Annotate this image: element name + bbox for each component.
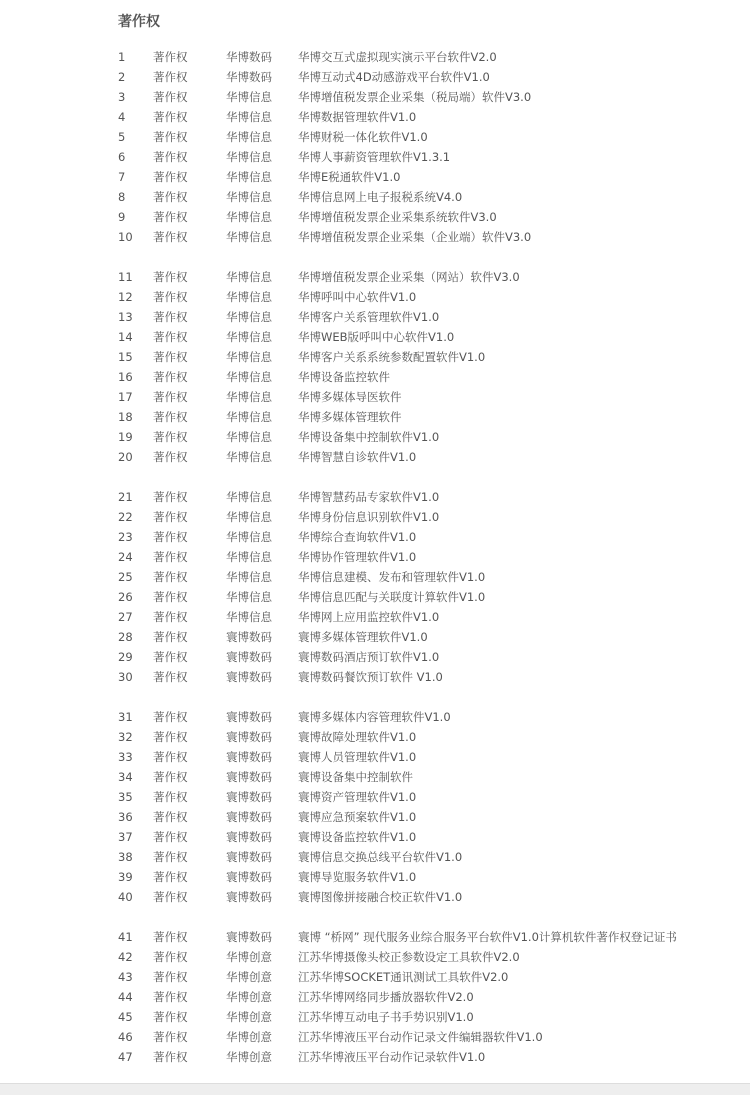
item-name: 寰博多媒体内容管理软件V1.0 (298, 710, 451, 724)
item-name: 寰博图像拼接融合校正软件V1.0 (298, 890, 463, 904)
item-number: 18 (118, 410, 133, 424)
item-type: 著作权 (153, 110, 188, 124)
item-owner: 华博信息 (226, 330, 272, 344)
list-item (0, 987, 750, 1007)
item-number: 11 (118, 270, 133, 284)
list-item (0, 607, 750, 627)
item-type: 著作权 (153, 270, 188, 284)
item-name: 华博信息匹配与关联度计算软件V1.0 (298, 590, 486, 604)
item-owner: 寰博数码 (226, 810, 272, 824)
list-group (0, 267, 750, 467)
item-name: 寰博人员管理软件V1.0 (298, 750, 417, 764)
item-name: 华博增值税发票企业采集（网站）软件V3.0 (298, 270, 520, 284)
item-number: 3 (118, 90, 126, 104)
item-name: 华博交互式虚拟现实演示平台软件V2.0 (298, 50, 497, 64)
item-name: 华博客户关系管理软件V1.0 (298, 310, 440, 324)
item-owner: 华博信息 (226, 150, 272, 164)
item-type: 著作权 (153, 850, 188, 864)
item-name: 华博协作管理软件V1.0 (298, 550, 417, 564)
item-owner: 华博信息 (226, 210, 272, 224)
item-type: 著作权 (153, 370, 188, 384)
item-number: 5 (118, 130, 126, 144)
item-name: 华博财税一体化软件V1.0 (298, 130, 428, 144)
list-item (0, 927, 750, 947)
item-number: 41 (118, 930, 133, 944)
list-item (0, 187, 750, 207)
item-owner: 华博创意 (226, 1030, 272, 1044)
item-number: 9 (118, 210, 126, 224)
item-owner: 寰博数码 (226, 930, 272, 944)
list-item (0, 667, 750, 687)
item-owner: 华博信息 (226, 450, 272, 464)
item-name: 寰博导览服务软件V1.0 (298, 870, 417, 884)
item-name: 华博增值税发票企业采集（企业端）软件V3.0 (298, 230, 532, 244)
item-owner: 寰博数码 (226, 710, 272, 724)
item-name: 寰博资产管理软件V1.0 (298, 790, 417, 804)
list-item (0, 547, 750, 567)
item-number: 7 (118, 170, 126, 184)
list-item (0, 887, 750, 907)
item-owner: 寰博数码 (226, 630, 272, 644)
item-owner: 华博创意 (226, 950, 272, 964)
item-type: 著作权 (153, 630, 188, 644)
item-owner: 华博数码 (226, 70, 272, 84)
item-number: 35 (118, 790, 133, 804)
item-name: 江苏华博液压平台动作记录文件编辑器软件V1.0 (298, 1030, 543, 1044)
item-type: 著作权 (153, 530, 188, 544)
item-owner: 华博创意 (226, 1050, 272, 1064)
list-item (0, 527, 750, 547)
item-number: 47 (118, 1050, 133, 1064)
item-name: 江苏华博SOCKET通讯测试工具软件V2.0 (298, 970, 509, 984)
list-item (0, 1047, 750, 1067)
list-item (0, 1007, 750, 1027)
list-item (0, 47, 750, 67)
item-number: 8 (118, 190, 126, 204)
item-number: 13 (118, 310, 133, 324)
item-number: 14 (118, 330, 133, 344)
item-type: 著作权 (153, 890, 188, 904)
item-type: 著作权 (153, 590, 188, 604)
list-item (0, 327, 750, 347)
item-type: 著作权 (153, 190, 188, 204)
item-type: 著作权 (153, 730, 188, 744)
item-type: 著作权 (153, 50, 188, 64)
item-type: 著作权 (153, 450, 188, 464)
item-type: 著作权 (153, 750, 188, 764)
page-title: 著作权 (118, 14, 160, 30)
list-item (0, 867, 750, 887)
item-name: 华博呼叫中心软件V1.0 (298, 290, 417, 304)
list-item (0, 427, 750, 447)
item-type: 著作权 (153, 410, 188, 424)
item-type: 著作权 (153, 970, 188, 984)
item-owner: 华博信息 (226, 410, 272, 424)
item-name: 华博设备集中控制软件V1.0 (298, 430, 440, 444)
item-type: 著作权 (153, 310, 188, 324)
item-number: 29 (118, 650, 133, 664)
item-name: 寰博故障处理软件V1.0 (298, 730, 417, 744)
item-type: 著作权 (153, 1010, 188, 1024)
item-type: 著作权 (153, 210, 188, 224)
item-owner: 华博信息 (226, 230, 272, 244)
item-owner: 华博信息 (226, 370, 272, 384)
item-name: 寰博应急预案软件V1.0 (298, 810, 417, 824)
item-number: 38 (118, 850, 133, 864)
item-number: 46 (118, 1030, 133, 1044)
item-owner: 华博信息 (226, 310, 272, 324)
item-number: 30 (118, 670, 133, 684)
list-item (0, 207, 750, 227)
item-number: 36 (118, 810, 133, 824)
item-name: 华博多媒体管理软件 (298, 410, 402, 424)
item-owner: 华博信息 (226, 170, 272, 184)
item-type: 著作权 (153, 350, 188, 364)
item-owner: 华博信息 (226, 390, 272, 404)
item-name: 华博智慧药品专家软件V1.0 (298, 490, 440, 504)
item-owner: 华博信息 (226, 270, 272, 284)
item-number: 12 (118, 290, 133, 304)
item-owner: 华博信息 (226, 570, 272, 584)
list-item (0, 347, 750, 367)
item-owner: 寰博数码 (226, 830, 272, 844)
item-name: 华博人事薪资管理软件V1.3.1 (298, 150, 451, 164)
item-number: 10 (118, 230, 133, 244)
item-number: 25 (118, 570, 133, 584)
item-name: 江苏华博互动电子书手势识别V1.0 (298, 1010, 474, 1024)
item-number: 15 (118, 350, 133, 364)
list-item (0, 727, 750, 747)
item-type: 著作权 (153, 790, 188, 804)
item-owner: 华博信息 (226, 130, 272, 144)
item-type: 著作权 (153, 830, 188, 844)
item-name: 华博身份信息识别软件V1.0 (298, 510, 440, 524)
list-item (0, 807, 750, 827)
list-item (0, 227, 750, 247)
item-number: 42 (118, 950, 133, 964)
item-number: 28 (118, 630, 133, 644)
list-item (0, 447, 750, 467)
item-type: 著作权 (153, 990, 188, 1004)
item-number: 1 (118, 50, 126, 64)
item-owner: 华博创意 (226, 970, 272, 984)
item-name: 华博WEB版呼叫中心软件V1.0 (298, 330, 455, 344)
item-name: 寰博设备集中控制软件 (298, 770, 413, 784)
item-owner: 华博信息 (226, 510, 272, 524)
list-group (0, 707, 750, 907)
list-item (0, 847, 750, 867)
item-number: 17 (118, 390, 133, 404)
list-item (0, 167, 750, 187)
item-type: 著作权 (153, 670, 188, 684)
item-owner: 华博信息 (226, 610, 272, 624)
item-owner: 华博信息 (226, 190, 272, 204)
list-item (0, 747, 750, 767)
list-item (0, 947, 750, 967)
item-type: 著作权 (153, 150, 188, 164)
item-number: 4 (118, 110, 126, 124)
item-type: 著作权 (153, 770, 188, 784)
item-type: 著作权 (153, 570, 188, 584)
item-type: 著作权 (153, 510, 188, 524)
item-type: 著作权 (153, 90, 188, 104)
item-number: 26 (118, 590, 133, 604)
item-owner: 寰博数码 (226, 770, 272, 784)
item-type: 著作权 (153, 230, 188, 244)
item-owner: 华博信息 (226, 430, 272, 444)
item-name: 华博智慧自诊软件V1.0 (298, 450, 417, 464)
list-group (0, 47, 750, 247)
item-owner: 华博信息 (226, 350, 272, 364)
item-owner: 寰博数码 (226, 890, 272, 904)
list-item (0, 147, 750, 167)
item-name: 华博E税通软件V1.0 (298, 170, 401, 184)
item-owner: 华博信息 (226, 590, 272, 604)
item-type: 著作权 (153, 1030, 188, 1044)
item-number: 20 (118, 450, 133, 464)
item-owner: 华博信息 (226, 90, 272, 104)
item-type: 著作权 (153, 170, 188, 184)
item-type: 著作权 (153, 710, 188, 724)
item-owner: 华博信息 (226, 490, 272, 504)
list-group (0, 927, 750, 1067)
item-number: 33 (118, 750, 133, 764)
item-type: 著作权 (153, 810, 188, 824)
list-item (0, 587, 750, 607)
list-item (0, 507, 750, 527)
item-number: 31 (118, 710, 133, 724)
item-type: 著作权 (153, 130, 188, 144)
list-item (0, 827, 750, 847)
item-name: 华博增值税发票企业采集（税局端）软件V3.0 (298, 90, 532, 104)
item-number: 45 (118, 1010, 133, 1024)
item-owner: 寰博数码 (226, 650, 272, 664)
item-number: 19 (118, 430, 133, 444)
item-type: 著作权 (153, 430, 188, 444)
item-name: 华博数据管理软件V1.0 (298, 110, 417, 124)
list-item (0, 367, 750, 387)
list-item (0, 87, 750, 107)
list-item (0, 307, 750, 327)
item-name: 华博信息网上电子报税系统V4.0 (298, 190, 463, 204)
item-number: 6 (118, 150, 126, 164)
item-number: 2 (118, 70, 126, 84)
item-type: 著作权 (153, 930, 188, 944)
item-owner: 寰博数码 (226, 850, 272, 864)
item-owner: 寰博数码 (226, 750, 272, 764)
item-owner: 寰博数码 (226, 870, 272, 884)
item-name: 寰博多媒体管理软件V1.0 (298, 630, 428, 644)
list-item (0, 487, 750, 507)
item-type: 著作权 (153, 290, 188, 304)
item-owner: 华博信息 (226, 530, 272, 544)
item-owner: 华博创意 (226, 990, 272, 1004)
item-number: 21 (118, 490, 133, 504)
item-type: 著作权 (153, 490, 188, 504)
item-number: 23 (118, 530, 133, 544)
item-owner: 华博创意 (226, 1010, 272, 1024)
list-item (0, 647, 750, 667)
item-owner: 华博数码 (226, 50, 272, 64)
item-owner: 华博信息 (226, 290, 272, 304)
item-name: 寰博 “桥网” 现代服务业综合服务平台软件V1.0计算机软件著作权登记证书 (298, 930, 677, 944)
item-name: 华博客户关系系统参数配置软件V1.0 (298, 350, 486, 364)
list-item (0, 107, 750, 127)
item-number: 37 (118, 830, 133, 844)
list-group (0, 487, 750, 687)
item-owner: 寰博数码 (226, 670, 272, 684)
item-number: 40 (118, 890, 133, 904)
list-item (0, 567, 750, 587)
item-name: 寰博数码餐饮预订软件 V1.0 (298, 670, 443, 684)
list-item (0, 787, 750, 807)
list-item (0, 127, 750, 147)
item-type: 著作权 (153, 330, 188, 344)
item-name: 华博网上应用监控软件V1.0 (298, 610, 440, 624)
item-name: 江苏华博液压平台动作记录软件V1.0 (298, 1050, 486, 1064)
item-name: 寰博数码酒店预订软件V1.0 (298, 650, 440, 664)
item-owner: 寰博数码 (226, 790, 272, 804)
item-type: 著作权 (153, 950, 188, 964)
item-owner: 寰博数码 (226, 730, 272, 744)
item-name: 寰博设备监控软件V1.0 (298, 830, 417, 844)
item-owner: 华博信息 (226, 110, 272, 124)
bottom-divider (0, 1083, 750, 1095)
item-type: 著作权 (153, 390, 188, 404)
item-type: 著作权 (153, 650, 188, 664)
item-type: 著作权 (153, 70, 188, 84)
list-item (0, 387, 750, 407)
list-item (0, 767, 750, 787)
item-type: 著作权 (153, 610, 188, 624)
item-name: 华博互动式4D动感游戏平台软件V1.0 (298, 70, 490, 84)
item-number: 22 (118, 510, 133, 524)
item-name: 华博增值税发票企业采集系统软件V3.0 (298, 210, 497, 224)
list-item (0, 967, 750, 987)
item-name: 华博设备监控软件 (298, 370, 390, 384)
item-number: 32 (118, 730, 133, 744)
item-number: 16 (118, 370, 133, 384)
item-number: 27 (118, 610, 133, 624)
item-type: 著作权 (153, 550, 188, 564)
item-owner: 华博信息 (226, 550, 272, 564)
list-item (0, 407, 750, 427)
item-name: 华博信息建模、发布和管理软件V1.0 (298, 570, 486, 584)
item-name: 江苏华博网络同步播放器软件V2.0 (298, 990, 474, 1004)
item-name: 华博综合查询软件V1.0 (298, 530, 417, 544)
copyright-list (0, 47, 750, 1087)
item-name: 江苏华博摄像头校正参数设定工具软件V2.0 (298, 950, 520, 964)
list-item (0, 267, 750, 287)
item-type: 著作权 (153, 1050, 188, 1064)
list-item (0, 287, 750, 307)
item-number: 44 (118, 990, 133, 1004)
item-number: 24 (118, 550, 133, 564)
item-number: 43 (118, 970, 133, 984)
item-type: 著作权 (153, 870, 188, 884)
list-item (0, 627, 750, 647)
list-item (0, 1027, 750, 1047)
item-number: 34 (118, 770, 133, 784)
item-number: 39 (118, 870, 133, 884)
list-item (0, 67, 750, 87)
item-name: 寰博信息交换总线平台软件V1.0 (298, 850, 463, 864)
list-item (0, 707, 750, 727)
item-name: 华博多媒体导医软件 (298, 390, 402, 404)
